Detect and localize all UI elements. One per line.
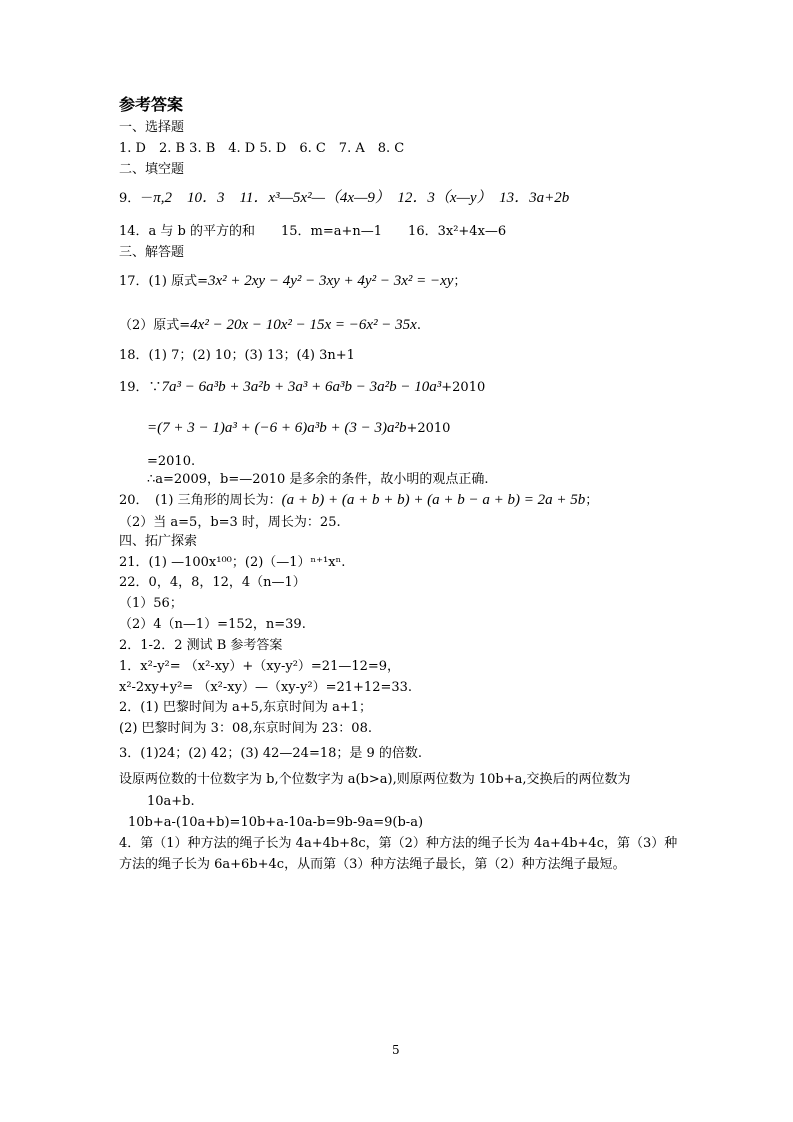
answer-line: 3．(1)24；(2) 42；(3) 42—24=18；是 9 的倍数. [119,746,423,761]
answer-tail: +2010 [406,421,451,436]
answer-line: 10a+b. [147,794,195,809]
section-heading: 四、拓广探索 [119,534,198,549]
answer-line: =2010. [147,454,196,469]
answer-label: 9．－ [119,191,154,206]
answer-line: （2）当 a=5，b=3 时，周长为：25. [119,515,341,530]
answer-line: (2) 巴黎时间为 3：08,东京时间为 23：08. [119,721,372,736]
math-expression: 4x² − 20x − 10x² − 15x = −6x² − 35x [190,317,417,333]
answer-line: 1. D 2. B 3. B 4. D 5. D 6. C 7. A 8. C [119,141,405,156]
answer-tail: ； [585,493,599,508]
answer-line [119,493,598,508]
answer-line: 22．0，4，8，12，4（n—1） [119,575,306,590]
answer-label: 20． (1) 三角形的周长为： [119,493,282,508]
answer-line [119,274,466,289]
section-heading: 三、解答题 [119,245,185,260]
answer-line: 4．第（1）种方法的绳子长为 4a+4b+8c，第（2）种方法的绳子长为 4a+4b+4c，第（3）种 [119,836,678,851]
answer-label: 19．∵ [119,380,162,395]
answer-line [119,318,421,333]
answer-line: 21．(1) —100x¹⁰⁰；(2)（—1）ⁿ⁺¹xⁿ. [119,555,346,570]
answer-line: 1．x²-y²= （x²-xy）+（xy-y²）=21—12=9， [119,659,401,674]
section-heading: 二、填空题 [119,162,185,177]
answer-line: 18．(1) 7；(2) 10；(3) 13；(4) 3n+1 [119,348,355,363]
answer-line [119,191,569,206]
math-expression: =(7 + 3 − 1)a³ + (−6 + 6)a³b + (3 − 3)a²b [147,420,407,436]
answer-line [119,380,485,395]
answer-line [147,421,450,436]
answer-tail: ； [453,274,467,289]
page-title: 参考答案 [119,95,184,114]
answer-line: x²-2xy+y²= （x²-xy）—（xy-y²）=21+12=33. [119,680,413,695]
page-number: 5 [392,1043,400,1057]
answer-line: 方法的绳子长为 6a+6b+4c，从而第（3）种方法绳子最长，第（2）种方法绳子最短。 [119,857,626,872]
math-expression: π,2 10．3 11．x³—5x²—（4x—9） 12．3（x—y） 13．3a+2b [153,190,570,206]
answer-line: 设原两位数的十位数字为 b,个位数字为 a(b>a),则原两位数为 10b+a,交换后的两位数为 [119,772,631,787]
answer-line: 14．a 与 b 的平方的和 15．m=a+n—1 16．3x²+4x—6 [119,224,507,239]
math-expression: (a + b) + (a + b + b) + (a + b − a + b) = 2a + 5b [281,492,586,508]
math-expression: 7a³ − 6a³b + 3a²b + 3a³ + 6a³b − 3a²b − 10a³ [161,379,442,395]
answer-tail: . [416,318,421,333]
section-heading: 一、选择题 [119,120,185,135]
answer-line: ∴a=2009，b=—2010 是多余的条件，故小明的观点正确. [147,472,489,487]
answer-line: 10b+a-(10a+b)=10b+a-10a-b=9b-9a=9(b-a) [128,815,424,830]
answer-line: 2．(1) 巴黎时间为 a+5,东京时间为 a+1； [119,700,373,715]
answer-line: （2）4（n—1）=152，n=39. [119,617,306,632]
answer-tail: +2010 [441,380,486,395]
math-expression: 3x² + 2xy − 4y² − 3xy + 4y² − 3x² = −xy [207,273,454,289]
answer-line: （1）56； [119,596,183,611]
answer-label: 17．(1) 原式= [119,274,208,289]
section-heading: 2．1-2．2 测试 B 参考答案 [119,638,283,653]
answer-label: （2）原式= [119,318,191,333]
